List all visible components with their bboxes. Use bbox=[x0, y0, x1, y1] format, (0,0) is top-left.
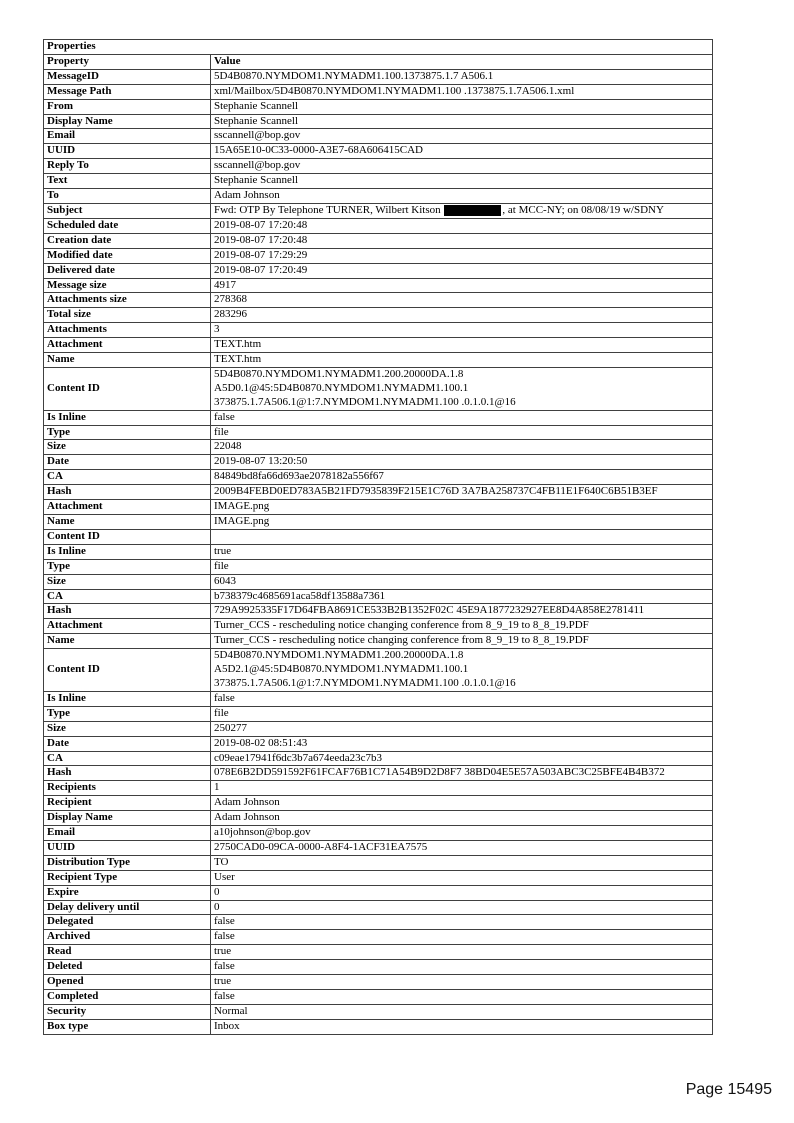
table-row bbox=[44, 900, 713, 915]
property-cell: Hash bbox=[44, 766, 211, 781]
value-cell: a10johnson@bop.gov bbox=[211, 826, 713, 841]
value-cell: 2019-08-07 17:20:48 bbox=[211, 233, 713, 248]
property-cell: Recipient bbox=[44, 796, 211, 811]
table-row bbox=[44, 338, 713, 353]
property-cell: Display Name bbox=[44, 114, 211, 129]
value-cell: IMAGE.png bbox=[211, 500, 713, 515]
property-cell: Recipients bbox=[44, 781, 211, 796]
table-row bbox=[44, 69, 713, 84]
table-row bbox=[44, 915, 713, 930]
property-cell: Delivered date bbox=[44, 263, 211, 278]
value-cell: 0 bbox=[211, 885, 713, 900]
property-cell: Display Name bbox=[44, 811, 211, 826]
property-cell: Expire bbox=[44, 885, 211, 900]
property-cell: Read bbox=[44, 945, 211, 960]
property-cell: Is Inline bbox=[44, 691, 211, 706]
value-cell: 2019-08-02 08:51:43 bbox=[211, 736, 713, 751]
property-cell: Attachment bbox=[44, 619, 211, 634]
table-row bbox=[44, 975, 713, 990]
property-cell: Email bbox=[44, 129, 211, 144]
value-cell: 84849bd8fa66d693ae2078182a556f67 bbox=[211, 470, 713, 485]
property-cell: Name bbox=[44, 634, 211, 649]
property-cell: Content ID bbox=[44, 649, 211, 692]
property-cell: Type bbox=[44, 425, 211, 440]
redaction-box bbox=[444, 205, 501, 216]
value-cell: 078E6B2DD591592F61FCAF76B1C71A54B9D2D8F7 38BD04E5E57A503ABC3C25BFE4B4B372 bbox=[211, 766, 713, 781]
value-line: 373875.1.7A506.1@1:7.NYMDOM1.NYMADM1.100 .0.1.0.1@16 bbox=[214, 676, 516, 689]
value-cell: 15A65E10-0C33-0000-A3E7-68A606415CAD bbox=[211, 144, 713, 159]
table-row bbox=[44, 1004, 713, 1019]
table-row bbox=[44, 470, 713, 485]
value-cell: IMAGE.png bbox=[211, 515, 713, 530]
table-row bbox=[44, 500, 713, 515]
value-cell: 729A9925335F17D64FBA8691CE533B2B1352F02C 45E9A1877232927EE8D4A858E2781411 bbox=[211, 604, 713, 619]
value-cell: false bbox=[211, 960, 713, 975]
property-cell: UUID bbox=[44, 840, 211, 855]
table-row bbox=[44, 1019, 713, 1034]
table-row bbox=[44, 293, 713, 308]
property-cell: Date bbox=[44, 736, 211, 751]
value-cell: 3 bbox=[211, 323, 713, 338]
table-row bbox=[44, 811, 713, 826]
table-row bbox=[44, 885, 713, 900]
value-cell: false bbox=[211, 915, 713, 930]
value-cell: 22048 bbox=[211, 440, 713, 455]
table-row bbox=[44, 248, 713, 263]
value-cell: 250277 bbox=[211, 721, 713, 736]
property-cell: Total size bbox=[44, 308, 211, 323]
table-row bbox=[44, 367, 713, 410]
value-cell: User bbox=[211, 870, 713, 885]
value-cell: 2019-08-07 17:29:29 bbox=[211, 248, 713, 263]
value-cell: b738379c4685691aca58df13588a7361 bbox=[211, 589, 713, 604]
value-cell: 283296 bbox=[211, 308, 713, 323]
table-row bbox=[44, 353, 713, 368]
value-cell: 2019-08-07 17:20:49 bbox=[211, 263, 713, 278]
property-cell: Attachments size bbox=[44, 293, 211, 308]
property-cell: Is Inline bbox=[44, 410, 211, 425]
table-row bbox=[44, 766, 713, 781]
value-cell: false bbox=[211, 410, 713, 425]
table-row bbox=[44, 796, 713, 811]
table-row bbox=[44, 233, 713, 248]
property-cell: Attachments bbox=[44, 323, 211, 338]
value-cell: true bbox=[211, 544, 713, 559]
properties-table bbox=[43, 39, 713, 1035]
property-cell: MessageID bbox=[44, 69, 211, 84]
property-cell: CA bbox=[44, 589, 211, 604]
table-row bbox=[44, 203, 713, 218]
table-row bbox=[44, 826, 713, 841]
table-row bbox=[44, 990, 713, 1005]
value-cell: file bbox=[211, 706, 713, 721]
table-row bbox=[44, 515, 713, 530]
value-cell: Turner_CCS - rescheduling notice changing conference from 8_9_19 to 8_8_19.PDF bbox=[211, 619, 713, 634]
value-cell: false bbox=[211, 990, 713, 1005]
value-cell: Stephanie Scannell bbox=[211, 174, 713, 189]
value-cell: c09eae17941f6dc3b7a674eeda23c7b3 bbox=[211, 751, 713, 766]
table-row bbox=[44, 870, 713, 885]
property-cell: To bbox=[44, 189, 211, 204]
value-line: A5D2.1@45:5D4B0870.NYMDOM1.NYMADM1.100.1 bbox=[214, 663, 469, 676]
property-cell: Modified date bbox=[44, 248, 211, 263]
value-cell: Adam Johnson bbox=[211, 189, 713, 204]
property-cell: Name bbox=[44, 353, 211, 368]
column-header-property: Property bbox=[44, 54, 211, 69]
value-cell: Adam Johnson bbox=[211, 811, 713, 826]
table-row bbox=[44, 323, 713, 338]
table-row bbox=[44, 781, 713, 796]
property-cell: Date bbox=[44, 455, 211, 470]
value-line: A5D0.1@45:5D4B0870.NYMDOM1.NYMADM1.100.1 bbox=[214, 381, 469, 394]
value-cell: Adam Johnson bbox=[211, 796, 713, 811]
value-cell: Normal bbox=[211, 1004, 713, 1019]
value-cell bbox=[211, 203, 713, 218]
value-cell: 4917 bbox=[211, 278, 713, 293]
property-cell: Security bbox=[44, 1004, 211, 1019]
table-row bbox=[44, 189, 713, 204]
value-line: 373875.1.7A506.1@1:7.NYMDOM1.NYMADM1.100 .0.1.0.1@16 bbox=[214, 395, 516, 408]
property-cell: Deleted bbox=[44, 960, 211, 975]
property-cell: Box type bbox=[44, 1019, 211, 1034]
property-cell: Archived bbox=[44, 930, 211, 945]
table-row bbox=[44, 930, 713, 945]
property-cell: Subject bbox=[44, 203, 211, 218]
value-cell: 2750CAD0-09CA-0000-A8F4-1ACF31EA7575 bbox=[211, 840, 713, 855]
table-row bbox=[44, 604, 713, 619]
property-cell: Size bbox=[44, 721, 211, 736]
value-cell: false bbox=[211, 930, 713, 945]
property-cell: Creation date bbox=[44, 233, 211, 248]
properties-table-body bbox=[44, 69, 713, 1034]
page-number: Page 15495 bbox=[685, 1081, 772, 1098]
value-cell bbox=[211, 367, 713, 410]
table-row bbox=[44, 410, 713, 425]
property-cell: Content ID bbox=[44, 367, 211, 410]
table-row bbox=[44, 308, 713, 323]
value-cell: 2009B4FEBD0ED783A5B21FD7935839F215E1C76D 3A7BA258737C4FB11E1F640C6B51B3EF bbox=[211, 485, 713, 500]
property-cell: Hash bbox=[44, 485, 211, 500]
property-cell: Type bbox=[44, 706, 211, 721]
property-cell: Distribution Type bbox=[44, 855, 211, 870]
table-row bbox=[44, 529, 713, 544]
value-cell: TEXT.htm bbox=[211, 338, 713, 353]
property-cell: Delay delivery until bbox=[44, 900, 211, 915]
value-cell: false bbox=[211, 691, 713, 706]
table-row bbox=[44, 485, 713, 500]
table-row bbox=[44, 455, 713, 470]
property-cell: CA bbox=[44, 470, 211, 485]
value-cell: Turner_CCS - rescheduling notice changing conference from 8_9_19 to 8_8_19.PDF bbox=[211, 634, 713, 649]
table-row bbox=[44, 425, 713, 440]
table-row bbox=[44, 99, 713, 114]
table-row bbox=[44, 634, 713, 649]
value-cell: true bbox=[211, 975, 713, 990]
table-row bbox=[44, 129, 713, 144]
column-header-value: Value bbox=[211, 54, 713, 69]
property-cell: Scheduled date bbox=[44, 218, 211, 233]
table-row bbox=[44, 840, 713, 855]
table-row bbox=[44, 544, 713, 559]
value-cell: Inbox bbox=[211, 1019, 713, 1034]
property-cell: Attachment bbox=[44, 500, 211, 515]
property-cell: Delegated bbox=[44, 915, 211, 930]
table-title: Properties bbox=[44, 40, 713, 55]
table-row bbox=[44, 691, 713, 706]
table-row bbox=[44, 559, 713, 574]
value-cell: file bbox=[211, 559, 713, 574]
value-cell: sscannell@bop.gov bbox=[211, 129, 713, 144]
subject-text-after: , at MCC-NY; on 08/08/19 w/SDNY bbox=[502, 203, 664, 216]
table-header-row bbox=[44, 54, 713, 69]
table-row bbox=[44, 751, 713, 766]
property-cell: Attachment bbox=[44, 338, 211, 353]
value-cell: true bbox=[211, 945, 713, 960]
table-row bbox=[44, 574, 713, 589]
table-row bbox=[44, 945, 713, 960]
property-cell: CA bbox=[44, 751, 211, 766]
property-cell: Type bbox=[44, 559, 211, 574]
value-cell: TEXT.htm bbox=[211, 353, 713, 368]
property-cell: Opened bbox=[44, 975, 211, 990]
table-row bbox=[44, 144, 713, 159]
value-cell: 5D4B0870.NYMDOM1.NYMADM1.100.1373875.1.7 A506.1 bbox=[211, 69, 713, 84]
value-cell: 2019-08-07 13:20:50 bbox=[211, 455, 713, 470]
table-row bbox=[44, 440, 713, 455]
table-row bbox=[44, 649, 713, 692]
table-row bbox=[44, 218, 713, 233]
table-row bbox=[44, 960, 713, 975]
property-cell: Message Path bbox=[44, 84, 211, 99]
property-cell: Name bbox=[44, 515, 211, 530]
property-cell: Size bbox=[44, 574, 211, 589]
property-cell: Size bbox=[44, 440, 211, 455]
value-cell: 6043 bbox=[211, 574, 713, 589]
table-row bbox=[44, 159, 713, 174]
property-cell: Email bbox=[44, 826, 211, 841]
property-cell: From bbox=[44, 99, 211, 114]
property-cell: Is Inline bbox=[44, 544, 211, 559]
value-line: 5D4B0870.NYMDOM1.NYMADM1.200.20000DA.1.8 bbox=[214, 367, 464, 380]
value-cell: 0 bbox=[211, 900, 713, 915]
value-cell: 2019-08-07 17:20:48 bbox=[211, 218, 713, 233]
property-cell: UUID bbox=[44, 144, 211, 159]
property-cell: Completed bbox=[44, 990, 211, 1005]
value-cell: 278368 bbox=[211, 293, 713, 308]
property-cell: Text bbox=[44, 174, 211, 189]
value-cell: Stephanie Scannell bbox=[211, 114, 713, 129]
subject-text-before: Fwd: OTP By Telephone TURNER, Wilbert Kitson bbox=[214, 203, 444, 216]
table-row bbox=[44, 84, 713, 99]
table-row bbox=[44, 263, 713, 278]
value-cell: 1 bbox=[211, 781, 713, 796]
table-row bbox=[44, 721, 713, 736]
value-cell: TO bbox=[211, 855, 713, 870]
table-row bbox=[44, 589, 713, 604]
table-row bbox=[44, 278, 713, 293]
value-cell: xml/Mailbox/5D4B0870.NYMDOM1.NYMADM1.100 .1373875.1.7A506.1.xml bbox=[211, 84, 713, 99]
value-cell: file bbox=[211, 425, 713, 440]
value-cell bbox=[211, 649, 713, 692]
table-row bbox=[44, 736, 713, 751]
table-row bbox=[44, 174, 713, 189]
property-cell: Message size bbox=[44, 278, 211, 293]
property-cell: Hash bbox=[44, 604, 211, 619]
table-row bbox=[44, 855, 713, 870]
property-cell: Content ID bbox=[44, 529, 211, 544]
table-title-row bbox=[44, 40, 713, 55]
table-row bbox=[44, 114, 713, 129]
value-cell bbox=[211, 529, 713, 544]
value-cell: Stephanie Scannell bbox=[211, 99, 713, 114]
value-cell: sscannell@bop.gov bbox=[211, 159, 713, 174]
table-row bbox=[44, 706, 713, 721]
table-row bbox=[44, 619, 713, 634]
property-cell: Reply To bbox=[44, 159, 211, 174]
value-line: 5D4B0870.NYMDOM1.NYMADM1.200.20000DA.1.8 bbox=[214, 649, 464, 662]
property-cell: Recipient Type bbox=[44, 870, 211, 885]
